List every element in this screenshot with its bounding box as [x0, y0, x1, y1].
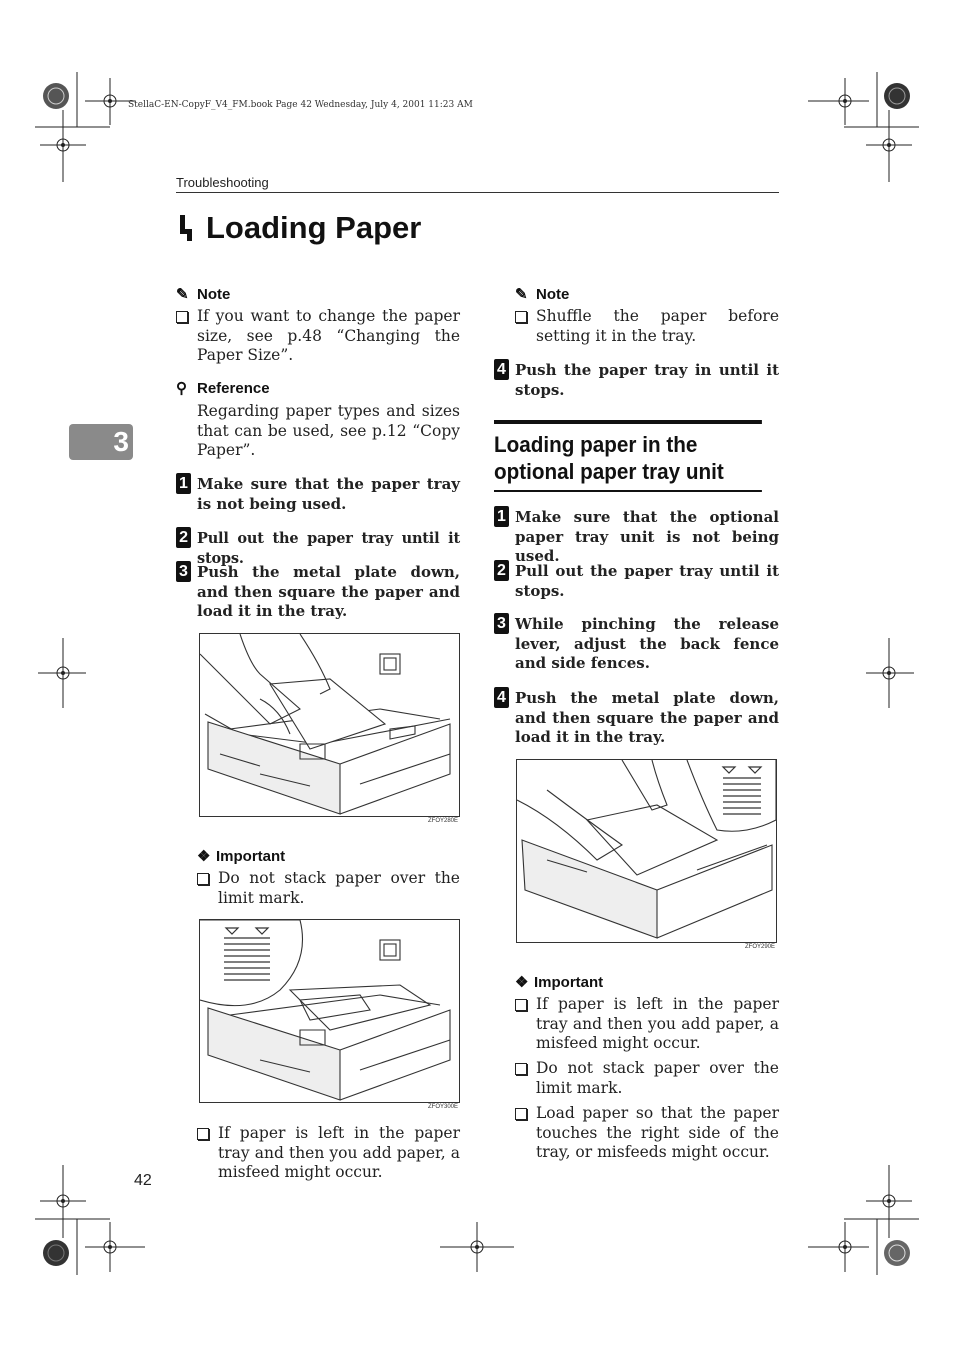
- page-title: [180, 210, 421, 246]
- reference-label: Reference: [197, 380, 270, 397]
- note-bullet-left: [176, 307, 460, 366]
- important-heading-left: [197, 847, 285, 865]
- step-text: Push the metal plate down, and then square the paper and load it in the tray.: [515, 689, 779, 746]
- important-heading-right: [515, 973, 603, 991]
- figure-code: ZFOY290E: [745, 944, 776, 950]
- note-heading-left: [176, 285, 230, 303]
- checkbox-bullet-icon: [515, 1108, 527, 1120]
- figure-code: ZFOY300E: [428, 1104, 459, 1110]
- note-text: Shuffle the paper before setting it in the tray.: [536, 307, 779, 345]
- running-head: Troubleshooting: [176, 175, 269, 190]
- note-label: Note: [197, 286, 231, 303]
- step-number: 2: [494, 560, 509, 581]
- chapter-tab: [69, 424, 133, 460]
- step-text: Pull out the paper tray until it stops.: [197, 530, 460, 567]
- header-rule: [176, 192, 779, 193]
- subsection-heading: Loading paper in the optional paper tray unit: [494, 420, 762, 492]
- print-header: StellaC-EN-CopyF_V4_FM.book Page 42 Wednesday, July 4, 2001 11:23 AM: [128, 100, 473, 110]
- step-4-left-continued: [494, 361, 779, 400]
- step-text: Push the paper tray in until it stops.: [515, 361, 779, 399]
- paper-tray-illustration: [200, 634, 459, 816]
- figure-optional-tray: [516, 759, 777, 943]
- step-number: 3: [494, 613, 509, 634]
- checkbox-bullet-icon: [176, 311, 188, 323]
- important-text: Do not stack paper over the limit mark.: [218, 869, 460, 907]
- note-heading-right: [515, 285, 569, 303]
- checkbox-bullet-icon: [197, 1128, 209, 1140]
- magnifier-icon: ⚲: [176, 380, 187, 397]
- reference-text: Regarding paper types and sizes that can be used, see p.12 “Copy Paper”.: [197, 402, 460, 459]
- figure-code: ZFOY280E: [428, 818, 459, 824]
- step-number: 4: [494, 687, 509, 708]
- step-text: Make sure that the optional paper tray unit is not being used.: [515, 508, 779, 565]
- important-label: Important: [216, 848, 286, 865]
- figure-limit-mark: [199, 919, 460, 1103]
- step-number: 1: [176, 473, 191, 494]
- step-number: 2: [176, 527, 191, 548]
- chapter-number: 3: [113, 426, 129, 457]
- checkbox-bullet-icon: [515, 311, 527, 323]
- step-3-left: [176, 563, 460, 622]
- last-bullet-left: [197, 1124, 460, 1183]
- step-1-left: [176, 475, 460, 514]
- bullet-text: If paper is left in the paper tray and then you add paper, a misfeed might occur.: [536, 995, 779, 1052]
- page-number: 42: [134, 1172, 152, 1189]
- step-4-right: [494, 689, 779, 748]
- limit-mark-illustration: [200, 920, 459, 1102]
- important-bullet-right-1: [515, 995, 779, 1054]
- important-label: Important: [534, 974, 604, 991]
- bullet-text: Load paper so that the paper touches the right side of the tray, or misfeeds might occur.: [536, 1104, 779, 1161]
- pencil-icon: ✎: [515, 286, 528, 303]
- page-title-text: Loading Paper: [206, 210, 422, 245]
- reference-heading: [176, 379, 270, 397]
- pencil-icon: ✎: [176, 286, 189, 303]
- step-text: Make sure that the paper tray is not being used.: [197, 475, 460, 513]
- important-icon: ❖: [515, 974, 529, 991]
- checkbox-bullet-icon: [515, 999, 527, 1011]
- step-number: 1: [494, 506, 509, 527]
- step-text: Push the metal plate down, and then square the paper and load it in the tray.: [197, 563, 460, 620]
- bullet-text: Do not stack paper over the limit mark.: [536, 1059, 779, 1097]
- step-number: 3: [176, 561, 191, 582]
- note-bullet-right: [515, 307, 779, 346]
- note-label: Note: [536, 286, 570, 303]
- important-bullet-right-2: [515, 1059, 779, 1098]
- step-text: Pull out the paper tray until it stops.: [515, 562, 779, 600]
- bullet-text: If paper is left in the paper tray and then you add paper, a misfeed might occur.: [218, 1124, 460, 1181]
- important-bullet-left: [197, 869, 460, 908]
- checkbox-bullet-icon: [197, 873, 209, 885]
- section-mark-icon: [180, 215, 192, 241]
- step-2-right: [494, 562, 779, 601]
- optional-tray-illustration: [517, 760, 776, 942]
- step-text: While pinching the release lever, adjust the back fence and side fences.: [515, 615, 779, 672]
- step-1-right: [494, 508, 779, 567]
- figure-load-paper: [199, 633, 460, 817]
- important-bullet-right-3: [515, 1104, 779, 1163]
- step-3-right: [494, 615, 779, 674]
- important-icon: ❖: [197, 848, 211, 865]
- note-text: If you want to change the paper size, see p.48 “Changing the Paper Size”.: [197, 307, 460, 364]
- step-number: 4: [494, 359, 509, 380]
- checkbox-bullet-icon: [515, 1063, 527, 1075]
